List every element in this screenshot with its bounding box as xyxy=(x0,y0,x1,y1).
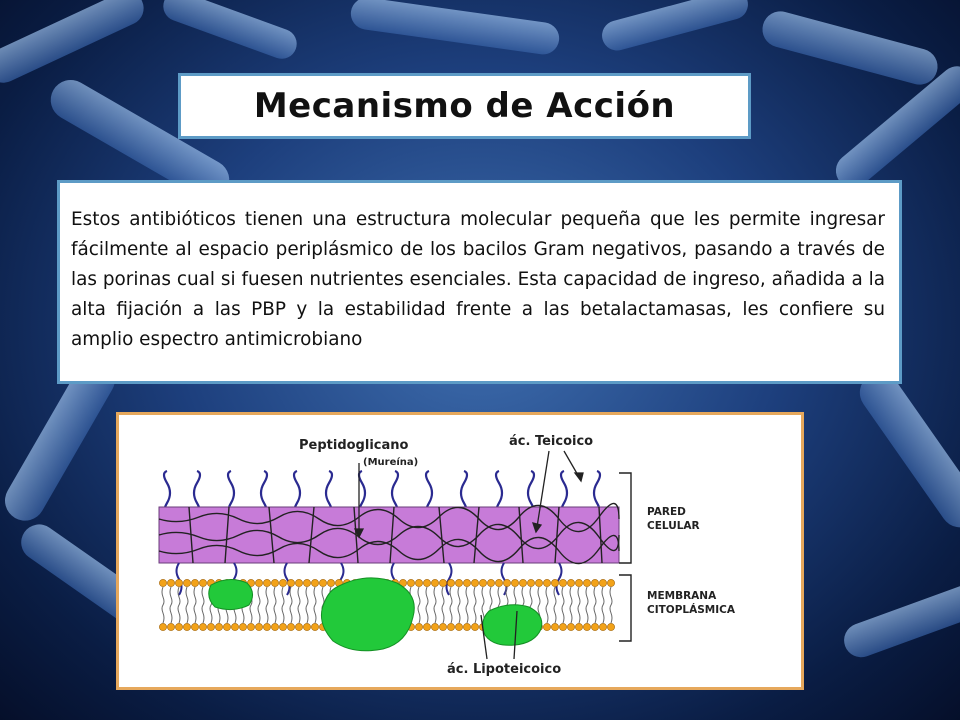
lipid-tail xyxy=(434,587,436,623)
label-murein: (Mureína) xyxy=(363,457,419,468)
label-cell-wall-1: PARED xyxy=(647,506,686,518)
lipid-tail xyxy=(562,587,564,623)
label-cell-wall-2: CELULAR xyxy=(647,520,700,532)
lipid-head xyxy=(599,579,606,586)
lipid-head xyxy=(167,623,174,630)
lipid-tail xyxy=(450,587,452,623)
lipid-tail xyxy=(426,587,428,623)
lipid-head xyxy=(551,623,558,630)
lipid-tail xyxy=(482,587,484,623)
lipid-head xyxy=(191,623,198,630)
lipid-head xyxy=(191,579,198,586)
lipid-head xyxy=(287,623,294,630)
lipid-tail xyxy=(162,587,164,623)
lipid-tail xyxy=(578,587,580,623)
lipid-head xyxy=(207,623,214,630)
lipid-head xyxy=(535,579,542,586)
lipid-head xyxy=(519,579,526,586)
lipid-head xyxy=(447,579,454,586)
lipid-head xyxy=(159,579,166,586)
lipid-head xyxy=(279,579,286,586)
lipid-head xyxy=(295,579,302,586)
lipid-head xyxy=(503,579,510,586)
lipid-head xyxy=(175,579,182,586)
lipid-head xyxy=(607,623,614,630)
lipid-head xyxy=(591,579,598,586)
lipid-head xyxy=(407,579,414,586)
lipid-head xyxy=(183,579,190,586)
lipid-head xyxy=(239,623,246,630)
lipid-head xyxy=(511,579,518,586)
lipid-head xyxy=(223,623,230,630)
lipid-head xyxy=(543,623,550,630)
lipid-head xyxy=(471,579,478,586)
lipid-head xyxy=(327,579,334,586)
lipid-tail xyxy=(290,587,292,623)
lipid-tail xyxy=(258,587,260,623)
lipid-head xyxy=(183,623,190,630)
lipid-head xyxy=(527,579,534,586)
lipid-tail xyxy=(186,587,188,623)
lipid-head xyxy=(199,623,206,630)
lipid-tail xyxy=(594,587,596,623)
lipid-tail xyxy=(474,587,476,623)
lipid-head xyxy=(199,579,206,586)
lipid-head xyxy=(495,579,502,586)
lipid-head xyxy=(455,623,462,630)
lipid-head xyxy=(423,623,430,630)
lipid-head xyxy=(167,579,174,586)
lipid-head xyxy=(583,623,590,630)
lipid-head xyxy=(567,623,574,630)
lipid-head xyxy=(607,579,614,586)
lipid-tail xyxy=(170,587,172,623)
lipid-head xyxy=(255,579,262,586)
lipid-head xyxy=(543,579,550,586)
lipid-head xyxy=(559,579,566,586)
lipid-head xyxy=(263,579,270,586)
lipid-head xyxy=(415,579,422,586)
lipid-head xyxy=(479,579,486,586)
lipid-tail xyxy=(282,587,284,623)
lipid-head xyxy=(471,623,478,630)
lipid-head xyxy=(287,579,294,586)
lipid-tail xyxy=(194,587,196,623)
lipid-tail xyxy=(442,587,444,623)
lipid-head xyxy=(575,579,582,586)
lipid-head xyxy=(303,579,310,586)
slide-body-text: Estos antibióticos tienen una estructura molecular pequeña que les permite ingresar fácilmente al espacio periplásmico de los bacilos Gram negativos, pasando a través de las porinas cual si fuesen nutrientes esenciales. Esta capacidad de ingreso, añadida a la alta fijación a las PBP y la estabilidad frente a las betalactamasas, les confiere su amplio espectro antimicrobiano xyxy=(71,209,885,350)
lipid-head xyxy=(295,623,302,630)
lipid-head xyxy=(487,579,494,586)
lipid-head xyxy=(447,623,454,630)
lipid-head xyxy=(271,579,278,586)
lipid-tail xyxy=(298,587,300,623)
label-peptidoglycan: Peptidoglicano xyxy=(299,438,409,453)
title-box xyxy=(178,73,751,139)
lipid-head xyxy=(463,579,470,586)
lipid-head xyxy=(303,623,310,630)
label-lipoteichoic-acid: ác. Lipoteicoico xyxy=(447,662,562,677)
lipid-head xyxy=(263,623,270,630)
text-box xyxy=(57,180,902,384)
lipid-tail xyxy=(418,587,420,623)
lipid-tail xyxy=(554,587,556,623)
lipid-head xyxy=(159,623,166,630)
label-membrane-2: CITOPLÁSMICA xyxy=(647,604,735,616)
lipid-tail xyxy=(546,587,548,623)
lipid-head xyxy=(423,579,430,586)
lipid-head xyxy=(559,623,566,630)
lipid-head xyxy=(311,579,318,586)
lipid-tail xyxy=(314,587,316,623)
lipid-head xyxy=(279,623,286,630)
lipid-head xyxy=(255,623,262,630)
lipid-tail xyxy=(570,587,572,623)
lipid-tail xyxy=(602,587,604,623)
lipid-head xyxy=(319,579,326,586)
lipid-tail xyxy=(266,587,268,623)
slide-title: Mecanismo de Acción xyxy=(253,86,676,126)
lipid-tail xyxy=(202,587,204,623)
label-membrane-1: MEMBRANA xyxy=(647,590,717,602)
lipid-head xyxy=(431,623,438,630)
lipid-tail xyxy=(586,587,588,623)
lipid-tail xyxy=(306,587,308,623)
side-brackets xyxy=(619,473,631,641)
lipid-head xyxy=(247,623,254,630)
lipid-head xyxy=(215,623,222,630)
lipid-head xyxy=(439,579,446,586)
lipid-head xyxy=(551,579,558,586)
lipid-head xyxy=(175,623,182,630)
cell-wall-diagram xyxy=(116,412,804,690)
lipid-tail xyxy=(274,587,276,623)
lipid-head xyxy=(415,623,422,630)
label-teichoic-acid: ác. Teicoico xyxy=(509,434,594,449)
lipid-head xyxy=(271,623,278,630)
lipid-head xyxy=(231,623,238,630)
lipid-tail xyxy=(610,587,612,623)
lipid-head xyxy=(463,623,470,630)
lipid-head xyxy=(575,623,582,630)
lipid-head xyxy=(567,579,574,586)
lipid-head xyxy=(455,579,462,586)
lipid-head xyxy=(311,623,318,630)
lipid-tail xyxy=(458,587,460,623)
lipid-head xyxy=(439,623,446,630)
lipid-head xyxy=(599,623,606,630)
lipid-head xyxy=(591,623,598,630)
lipid-tail xyxy=(466,587,468,623)
lipid-head xyxy=(583,579,590,586)
lipid-head xyxy=(431,579,438,586)
